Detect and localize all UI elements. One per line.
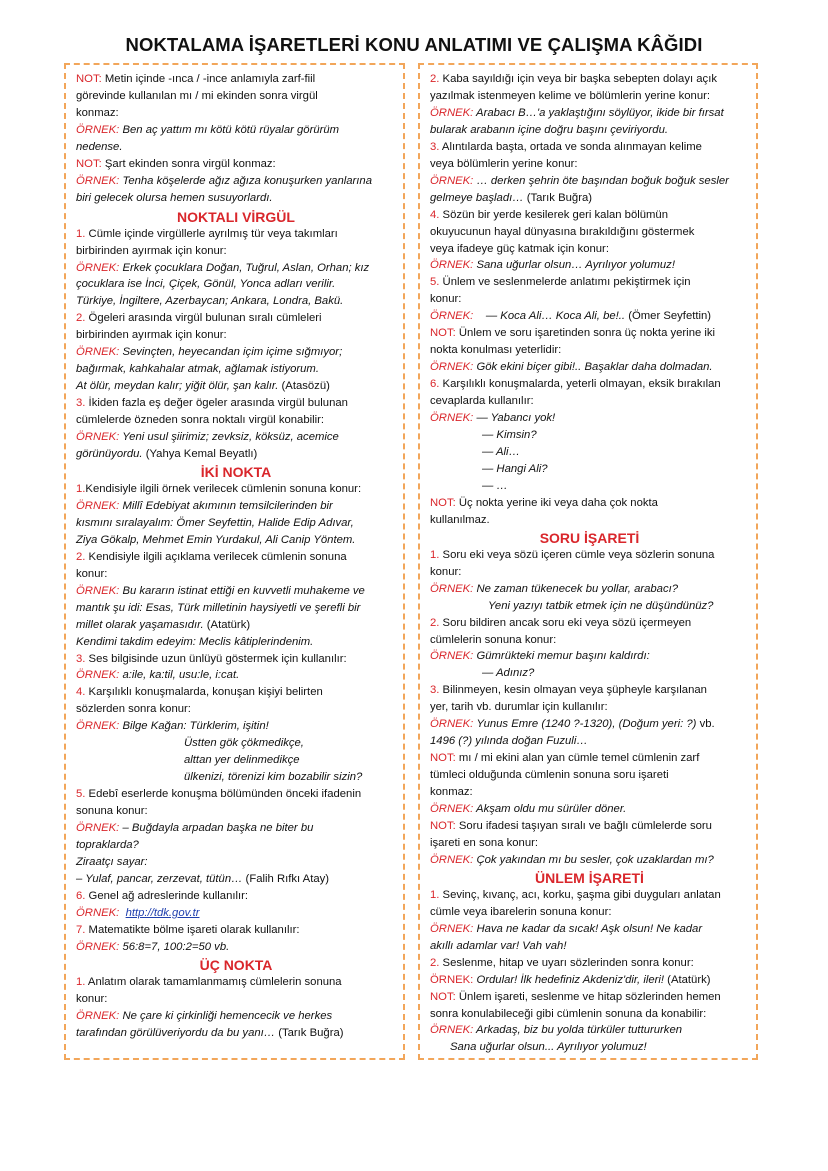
rule-text: Karşılıklı konuşmalarda, konuşan kişiyi belirten	[85, 686, 323, 699]
rule-text: veya ifadeye güç katmak için konur:	[430, 242, 609, 255]
example-text: — Adınız?	[482, 667, 535, 680]
rule-text: cümle veya ibarelerin sonuna konur:	[430, 905, 612, 918]
example-text: — Yabancı yok!	[476, 412, 556, 425]
rule-text: Matematikte bölme işareti olarak kullanılır:	[85, 923, 300, 936]
example-text: bağırmak, kahkahalar atmak, ağlamak istiyorum.	[76, 363, 319, 376]
note-label: NOT:	[76, 73, 102, 85]
rule-number: 3.	[430, 140, 440, 153]
example-label: ÖRNEK:	[430, 853, 474, 866]
tdk-link[interactable]: http://tdk.gov.tr	[125, 906, 200, 919]
rule-number: 1.	[76, 975, 86, 988]
rule-number: 2.	[430, 616, 440, 629]
example-text: Türkiye, İngiltere, Azerbaycan; Ankara, Londra, Bakü.	[76, 295, 344, 308]
rule-number: 1.	[430, 548, 440, 561]
example-text: … derken şehrin öte başından boğuk boğuk sesler	[476, 174, 729, 187]
example-text: Kendimi takdim edeyim: Meclis kâtiplerindenim.	[76, 635, 314, 648]
example-text: millet olarak yaşamasıdır.	[76, 618, 204, 631]
example-text: Ziya Gökalp, Mehmet Emin Yurdakul, Ali Canip Yöntem.	[76, 533, 356, 546]
example-text: Arabacı B…'a yaklaştığını söylüyor, ikide bir fırsat	[476, 106, 724, 119]
example-label: ÖRNEK:	[430, 1024, 474, 1037]
example-text: Erkek çocuklara Doğan, Tuğrul, Aslan, Orhan; kız	[122, 261, 370, 274]
rule-text: Soru bildiren ancak soru eki veya sözü içermeyen	[439, 616, 692, 629]
example-text: Ziraatçı sayar:	[76, 855, 148, 868]
example-text: — …	[482, 479, 508, 492]
example-text: Hava ne kadar da sıcak! Aşk olsun! Ne kadar	[476, 922, 703, 935]
rule-text: Karşılıklı konuşmalarda, yeterli olmayan, eksik bırakılan	[439, 378, 721, 391]
example-text: – Buğdayla arpadan başka ne biter bu	[122, 822, 314, 835]
example-text: kısmını sıralayalım: Ömer Seyfettin, Halide Edip Adıvar,	[76, 516, 354, 529]
left-column	[64, 63, 405, 1060]
example-text: — Koca Ali… Koca Ali, be!..	[485, 310, 626, 323]
rule-text: Kaba sayıldığı için veya bir başka sebepten dolayı açık	[439, 73, 717, 85]
example-text: Gümrükteki memur başını kaldırdı:	[476, 650, 650, 663]
example-text: alttan yer delinmedikçe	[184, 754, 300, 767]
rule-number: 7.	[76, 923, 86, 936]
rule-text: cevaplarda kullanılır:	[430, 395, 534, 408]
example-text: Bilge Kağan: Türklerim, işitin!	[122, 720, 269, 733]
example-text: — Ali…	[482, 445, 520, 458]
rule-number: 6.	[76, 889, 86, 902]
note-text: işareti en sona konur:	[430, 836, 539, 849]
example-text: topraklarda?	[76, 838, 139, 851]
rule-text: Ünlem ve seslenmelerde anlatımı pekiştirmek için	[439, 276, 691, 289]
example-label: ÖRNEK:	[76, 940, 120, 953]
example-text: Ne zaman tükenecek bu yollar, arabacı?	[476, 582, 679, 595]
note-text: Ünlem işareti, seslenme ve hitap sözlerinden hemen	[458, 990, 721, 1003]
rule-text: Edebî eserlerde konuşma bölümünden önceki ifadenin	[85, 788, 362, 801]
rule-text: cümlelerde özneden sonra noktalı virgül konabilir:	[76, 414, 325, 427]
rule-text: Sözün bir yerde kesilerek geri kalan bölümün	[439, 208, 668, 221]
example-text: Üstten gök çökmedikçe,	[184, 737, 304, 750]
rule-number: 4.	[430, 208, 440, 221]
note-text: kullanılmaz.	[430, 513, 490, 526]
source-text: (Tarık Buğra)	[523, 191, 593, 204]
section-heading-uc-nokta: ÜÇ NOKTA	[199, 956, 273, 973]
rule-number: 1.	[76, 227, 86, 240]
example-text: 1496 (?) yılında doğan Fuzuli…	[430, 735, 588, 748]
example-text: mantık şu idi: Esas, Türk milletinin haysiyetli ve şerefli bir	[76, 601, 361, 614]
example-text: tarafından görülüveriyordu da bu yanı…	[76, 1026, 276, 1039]
example-text: – Yulaf, pancar, zerzevat, tütün…	[76, 872, 243, 885]
example-text: Sana uğurlar olsun… Ayrılıyor yolumuz!	[476, 259, 675, 272]
example-label: ÖRNEK:	[76, 584, 120, 597]
example-text: At ölür, meydan kalır; yiğit ölür, şan kalır.	[76, 380, 279, 393]
example-text: gelmeye başladı…	[430, 191, 524, 204]
example-label: ÖRNEK:	[76, 906, 120, 919]
page-title: NOKTALAMA İŞARETLERİ KONU ANLATIMI VE ÇALIŞMA KÂĞIDI	[125, 34, 703, 55]
note-text: Ünlem ve soru işaretinden sonra üç nokta yerine iki	[458, 327, 716, 340]
rule-text: sonuna konur:	[76, 805, 148, 818]
example-text: Arkadaş, biz bu yolda türküler tuttururken	[476, 1024, 683, 1037]
example-text: Çok yakından mı bu sesler, çok uzaklardan mı?	[476, 853, 714, 866]
note-text: mı / mi ekini alan yan cümle temel cümlenin zarf	[458, 752, 700, 765]
text-line: görevinde kullanılan mı / mi ekinden sonra virgül	[76, 89, 318, 102]
rule-text: Bilinmeyen, kesin olmayan veya şüpheyle karşılanan	[439, 684, 707, 697]
example-text: Sevinçten, heyecandan içim içime sığmıyor;	[122, 346, 343, 359]
text-line: Metin içinde -ınca / -ince anlamıyla zarf-fiil	[104, 73, 316, 85]
example-text: çocuklara ise İnci, Çiçek, Gönül, Yonca adları verilir.	[76, 278, 336, 291]
rule-text: sözlerden sonra konur:	[76, 703, 191, 716]
source-text: (Falih Rıfkı Atay)	[242, 872, 330, 885]
example-label: ÖRNEK:	[430, 803, 474, 816]
rule-text: birbirinden ayırmak için konur:	[76, 244, 227, 257]
note-label: NOT:	[430, 327, 456, 340]
rule-number: 3.	[430, 684, 440, 697]
source-text: (Atatürk)	[203, 618, 251, 631]
source-text: (Tarık Buğra)	[275, 1026, 344, 1039]
rule-text: birbirinden ayırmak için konur:	[76, 329, 227, 342]
example-label: ÖRNEK:	[76, 346, 120, 359]
example-text: nedense.	[76, 140, 123, 153]
rule-number: 3.	[76, 397, 86, 410]
rule-text: yazılmak istenmeyen kelime ve bölümlerin yerine konur:	[430, 89, 711, 102]
rule-text: cümlelerin sonuna konur:	[430, 633, 557, 646]
rule-number: 1.	[430, 888, 440, 901]
source-text: (Atatürk)	[664, 973, 711, 986]
rule-number: 4.	[76, 686, 86, 699]
rule-text: Sevinç, kıvanç, acı, korku, şaşma gibi duyguları anlatan	[439, 888, 721, 901]
example-label: ÖRNEK:	[76, 499, 120, 512]
example-label: ÖRNEK:	[430, 412, 474, 425]
rule-text: konur:	[430, 565, 462, 578]
example-label: ÖRNEK:	[76, 431, 120, 444]
rule-number: 2.	[76, 550, 86, 563]
right-column	[418, 63, 758, 1060]
source-text: (Yahya Kemal Beyatlı)	[142, 448, 258, 461]
example-text: Ne çare ki çirkinliği hemencecik ve herkes	[122, 1009, 333, 1022]
note-label: NOT:	[430, 990, 456, 1003]
note-label: NOT:	[430, 752, 456, 765]
example-label: ÖRNEK:	[76, 669, 120, 682]
rule-text: İkiden fazla eş değer ögeler arasında virgül bulunan	[85, 397, 348, 410]
rule-text: okuyucunun hayal dünyasına bırakıldığını göstermek	[430, 225, 695, 238]
section-heading-iki-nokta: İKİ NOKTA	[200, 463, 272, 480]
rule-text: Anlatım olarak tamamlanmamış cümlelerin sonuna	[85, 975, 342, 988]
rule-number: 6.	[430, 378, 440, 391]
example-label: ÖRNEK:	[430, 106, 474, 119]
example-text: Ordular! İlk hedefiniz Akdeniz'dir, ileri!	[476, 973, 665, 986]
rule-text: konur:	[76, 992, 108, 1005]
section-heading-soru-isareti: SORU İŞARETİ	[539, 529, 640, 546]
example-label: ÖRNEK:	[76, 123, 120, 136]
example-label: ÖRNEK:	[76, 1009, 120, 1022]
note-text: Soru ifadesi taşıyan sıralı ve bağlı cümlelerde soru	[458, 819, 712, 832]
example-text: biri gelecek olursa hemen susuyorlardı.	[76, 191, 273, 204]
example-label: ÖRNEK:	[76, 822, 120, 835]
note-text: Üç nokta yerine iki veya daha çok nokta	[458, 496, 658, 509]
example-label: ÖRNEK:	[430, 259, 474, 272]
example-label: ÖRNEK:	[430, 718, 474, 731]
note-text: sonra konulabileceği gibi cümlenin sonuna da konabilir:	[430, 1007, 707, 1020]
rule-number: 2.	[430, 73, 440, 85]
source-text: (Atasözü)	[278, 380, 330, 393]
rule-text: veya bölümlerin yerine konur:	[430, 157, 578, 170]
example-text: Bu kararın istinat ettiği en kuvvetli muhakeme ve	[122, 584, 365, 597]
example-label: ÖRNEK:	[430, 650, 474, 663]
rule-text: Genel ağ adreslerinde kullanılır:	[85, 889, 249, 902]
example-text: — Hangi Ali?	[482, 462, 548, 475]
rule-text: konur:	[430, 293, 462, 306]
example-text: bularak arabanın içine doğru başını çeviriyordu.	[430, 123, 669, 136]
rule-text: Kendisiyle ilgili açıklama verilecek cümlenin sonuna	[85, 550, 347, 563]
rule-number: 5.	[76, 788, 86, 801]
example-text: Ben aç yattım mı kötü kötü rüyalar görürüm	[122, 123, 340, 136]
rule-number: 2.	[76, 312, 86, 325]
note-text: nokta konulması yeterlidir:	[430, 344, 562, 357]
example-label: ÖRNEK:	[76, 261, 120, 274]
example-label: ÖRNEK:	[430, 310, 474, 323]
text-line: vb.	[696, 718, 715, 731]
example-text: Millî Edebiyat akımının temsilcilerinden bir	[122, 499, 333, 512]
example-label: ÖRNEK:	[76, 174, 120, 187]
example-text: a:ile, ka:til, usu:le, i:cat.	[122, 669, 240, 682]
rule-number: 5.	[430, 276, 440, 289]
rule-number: 1.	[76, 482, 86, 495]
example-label: ÖRNEK:	[430, 361, 474, 374]
example-label: ÖRNEK:	[430, 973, 474, 986]
rule-number: 2.	[430, 956, 440, 969]
text-line: konmaz:	[76, 106, 119, 119]
rule-text: Cümle içinde virgüllerle ayrılmış tür veya takımları	[85, 227, 338, 240]
example-text: görünüyordu.	[76, 448, 143, 461]
example-label: ÖRNEK:	[430, 582, 474, 595]
text-line: Şart ekinden sonra virgül konmaz:	[104, 157, 276, 170]
example-text: — Kimsin?	[482, 429, 537, 442]
note-text: tümleci olduğunda cümlenin sonuna soru işareti	[430, 769, 669, 782]
rule-text: Kendisiyle ilgili örnek verilecek cümlenin sonuna konur:	[85, 482, 362, 495]
note-label: NOT:	[76, 157, 102, 170]
example-text: ülkenizi, törenizi kim bozabilir sizin?	[184, 771, 363, 784]
example-text: Sana uğurlar olsun... Ayrılıyor yolumuz!	[450, 1041, 647, 1054]
rule-text: Soru eki veya sözü içeren cümle veya sözlerin sonuna	[439, 548, 715, 561]
example-text: akıllı adamlar var! Vah vah!	[430, 939, 567, 952]
note-label: NOT:	[430, 496, 456, 509]
section-heading-noktali-virgul: NOKTALI VİRGÜL	[177, 208, 295, 225]
rule-text: konur:	[76, 567, 108, 580]
example-text: Yeni yazıyı tatbik etmek için ne düşündünüz?	[488, 599, 714, 612]
rule-text: Alıntılarda başta, ortada ve sonda alınmayan kelime	[439, 140, 702, 153]
source-text: (Ömer Seyfettin)	[625, 310, 712, 323]
rule-text: Ögeleri arasında virgül bulunan sıralı cümleleri	[85, 312, 322, 325]
note-text: konmaz:	[430, 786, 473, 799]
example-label: ÖRNEK:	[430, 922, 474, 935]
example-text: Gök ekini biçer gibi!.. Başaklar daha dolmadan.	[476, 361, 713, 374]
rule-text: Ses bilgisinde uzun ünlüyü göstermek için kullanılır:	[85, 652, 347, 665]
rule-text: yer, tarih vb. durumlar için kullanılır:	[430, 701, 608, 714]
note-label: NOT:	[430, 819, 456, 832]
rule-number: 3.	[76, 652, 86, 665]
example-text: Yeni usul şiirimiz; zevksiz, köksüz, acemice	[122, 431, 339, 444]
rule-text: Seslenme, hitap ve uyarı sözlerinden sonra konur:	[439, 956, 694, 969]
section-heading-unlem-isareti: ÜNLEM İŞARETİ	[535, 869, 644, 886]
example-text: Tenha köşelerde ağız ağıza konuşurken yanlarına	[122, 174, 372, 187]
example-text: 56:8=7, 100:2=50 vb.	[122, 940, 230, 953]
example-label: ÖRNEK:	[430, 174, 474, 187]
example-text: Yunus Emre (1240 ?-1320), (Doğum yeri: ?)	[476, 718, 697, 731]
example-label: ÖRNEK:	[76, 720, 120, 733]
example-text: Akşam oldu mu sürüler döner.	[476, 803, 627, 816]
